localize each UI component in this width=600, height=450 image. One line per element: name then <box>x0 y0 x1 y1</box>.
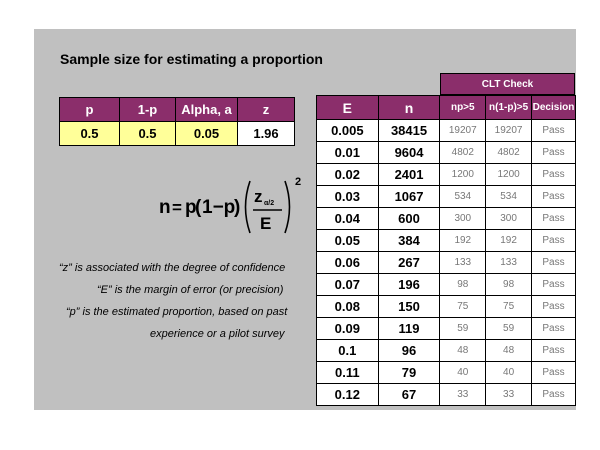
table-row <box>317 142 576 164</box>
cell-n[interactable]: 9604 <box>378 142 440 164</box>
clt-check-header: CLT Check <box>440 73 575 95</box>
table-row <box>317 252 576 274</box>
results-body <box>317 120 576 406</box>
cell-e[interactable]: 0.1 <box>317 340 379 362</box>
cell-e[interactable]: 0.005 <box>317 120 379 142</box>
results-header-decision: Decision <box>531 96 575 120</box>
cell-n[interactable]: 2401 <box>378 164 440 186</box>
cell-np[interactable]: 300 <box>440 208 486 230</box>
table-row <box>317 186 576 208</box>
formula-z: z <box>254 187 263 206</box>
cell-decision[interactable]: Pass <box>531 186 575 208</box>
cell-np[interactable]: 192 <box>440 230 486 252</box>
cell-n[interactable]: 384 <box>378 230 440 252</box>
cell-np[interactable]: 133 <box>440 252 486 274</box>
cell-np[interactable]: 40 <box>440 362 486 384</box>
cell-e[interactable]: 0.08 <box>317 296 379 318</box>
formula-exponent: 2 <box>295 176 302 188</box>
cell-e[interactable]: 0.11 <box>317 362 379 384</box>
table-row <box>317 164 576 186</box>
cell-n[interactable]: 96 <box>378 340 440 362</box>
cell-n[interactable]: 38415 <box>378 120 440 142</box>
cell-e[interactable]: 0.05 <box>317 230 379 252</box>
results-table <box>316 95 576 406</box>
cell-n[interactable]: 196 <box>378 274 440 296</box>
cell-np[interactable]: 59 <box>440 318 486 340</box>
cell-nq[interactable]: 33 <box>486 384 532 406</box>
param-value-alpha[interactable]: 0.05 <box>176 122 238 146</box>
cell-e[interactable]: 0.02 <box>317 164 379 186</box>
table-row <box>317 384 576 406</box>
note-p: “p” is the estimated proportion, based on past <box>66 306 288 318</box>
cell-nq[interactable]: 75 <box>486 296 532 318</box>
table-row <box>317 318 576 340</box>
cell-decision[interactable]: Pass <box>531 340 575 362</box>
cell-nq[interactable]: 4802 <box>486 142 532 164</box>
cell-nq[interactable]: 59 <box>486 318 532 340</box>
cell-decision[interactable]: Pass <box>531 384 575 406</box>
cell-n[interactable]: 600 <box>378 208 440 230</box>
cell-decision[interactable]: Pass <box>531 142 575 164</box>
param-header-p: p <box>60 98 120 122</box>
note-z: “z” is associated with the degree of confidence <box>59 262 286 274</box>
results-header-np: np>5 <box>440 96 486 120</box>
cell-decision[interactable]: Pass <box>531 318 575 340</box>
parameters-table <box>59 97 295 146</box>
cell-e[interactable]: 0.09 <box>317 318 379 340</box>
cell-np[interactable]: 75 <box>440 296 486 318</box>
note-e: “E” is the margin of error (or precision) <box>97 284 284 296</box>
cell-nq[interactable]: 48 <box>486 340 532 362</box>
cell-n[interactable]: 150 <box>378 296 440 318</box>
formula-n: n <box>159 197 171 218</box>
cell-e[interactable]: 0.01 <box>317 142 379 164</box>
results-header-row <box>317 96 576 120</box>
cell-e[interactable]: 0.12 <box>317 384 379 406</box>
formula-one-minus-p: 1−p <box>202 197 236 218</box>
table-row <box>317 230 576 252</box>
cell-decision[interactable]: Pass <box>531 362 575 384</box>
cell-nq[interactable]: 98 <box>486 274 532 296</box>
formula-left-bracket <box>246 181 251 233</box>
cell-decision[interactable]: Pass <box>531 252 575 274</box>
cell-nq[interactable]: 300 <box>486 208 532 230</box>
param-header-1-p: 1-p <box>120 98 176 122</box>
cell-decision[interactable]: Pass <box>531 274 575 296</box>
cell-nq[interactable]: 40 <box>486 362 532 384</box>
param-header-z: z <box>238 98 295 122</box>
table-row <box>317 274 576 296</box>
parameters-value-row <box>60 122 295 146</box>
cell-n[interactable]: 119 <box>378 318 440 340</box>
cell-decision[interactable]: Pass <box>531 296 575 318</box>
table-row <box>317 296 576 318</box>
cell-decision[interactable]: Pass <box>531 230 575 252</box>
parameters-header-row <box>60 98 295 122</box>
table-row <box>317 208 576 230</box>
results-header-nq: n(1-p)>5 <box>486 96 532 120</box>
cell-nq[interactable]: 192 <box>486 230 532 252</box>
cell-nq[interactable]: 19207 <box>486 120 532 142</box>
cell-decision[interactable]: Pass <box>531 164 575 186</box>
cell-nq[interactable]: 133 <box>486 252 532 274</box>
cell-np[interactable]: 1200 <box>440 164 486 186</box>
param-value-z[interactable]: 1.96 <box>238 122 295 146</box>
cell-n[interactable]: 79 <box>378 362 440 384</box>
results-header-n: n <box>378 96 440 120</box>
cell-e[interactable]: 0.07 <box>317 274 379 296</box>
formula-open-paren: ( <box>195 197 202 218</box>
cell-e[interactable]: 0.06 <box>317 252 379 274</box>
cell-e[interactable]: 0.04 <box>317 208 379 230</box>
cell-decision[interactable]: Pass <box>531 120 575 142</box>
table-row <box>317 362 576 384</box>
cell-e[interactable]: 0.03 <box>317 186 379 208</box>
formula-p: p <box>185 197 197 218</box>
formula-E: E <box>260 214 272 233</box>
formula-close-paren: ) <box>234 197 241 218</box>
param-value-1-p[interactable]: 0.5 <box>120 122 176 146</box>
cell-np[interactable]: 48 <box>440 340 486 362</box>
param-value-p[interactable]: 0.5 <box>60 122 120 146</box>
formula-equals: = <box>172 198 182 217</box>
param-header-alpha: Alpha, a <box>176 98 238 122</box>
cell-decision[interactable]: Pass <box>531 208 575 230</box>
page-title: Sample size for estimating a proportion <box>60 51 323 67</box>
slide-panel <box>34 29 576 410</box>
cell-nq[interactable]: 1200 <box>486 164 532 186</box>
results-header-e: E <box>317 96 379 120</box>
table-row <box>317 120 576 142</box>
cell-np[interactable]: 534 <box>440 186 486 208</box>
cell-np[interactable]: 33 <box>440 384 486 406</box>
table-row <box>317 340 576 362</box>
cell-n[interactable]: 267 <box>378 252 440 274</box>
cell-n[interactable]: 1067 <box>378 186 440 208</box>
cell-np[interactable]: 4802 <box>440 142 486 164</box>
cell-np[interactable]: 98 <box>440 274 486 296</box>
cell-n[interactable]: 67 <box>378 384 440 406</box>
sample-size-formula <box>157 169 307 244</box>
cell-nq[interactable]: 534 <box>486 186 532 208</box>
formula-right-bracket <box>285 181 290 233</box>
formula-z-subscript: α/2 <box>264 200 275 207</box>
cell-np[interactable]: 19207 <box>440 120 486 142</box>
note-p-cont: experience or a pilot survey <box>150 328 285 340</box>
